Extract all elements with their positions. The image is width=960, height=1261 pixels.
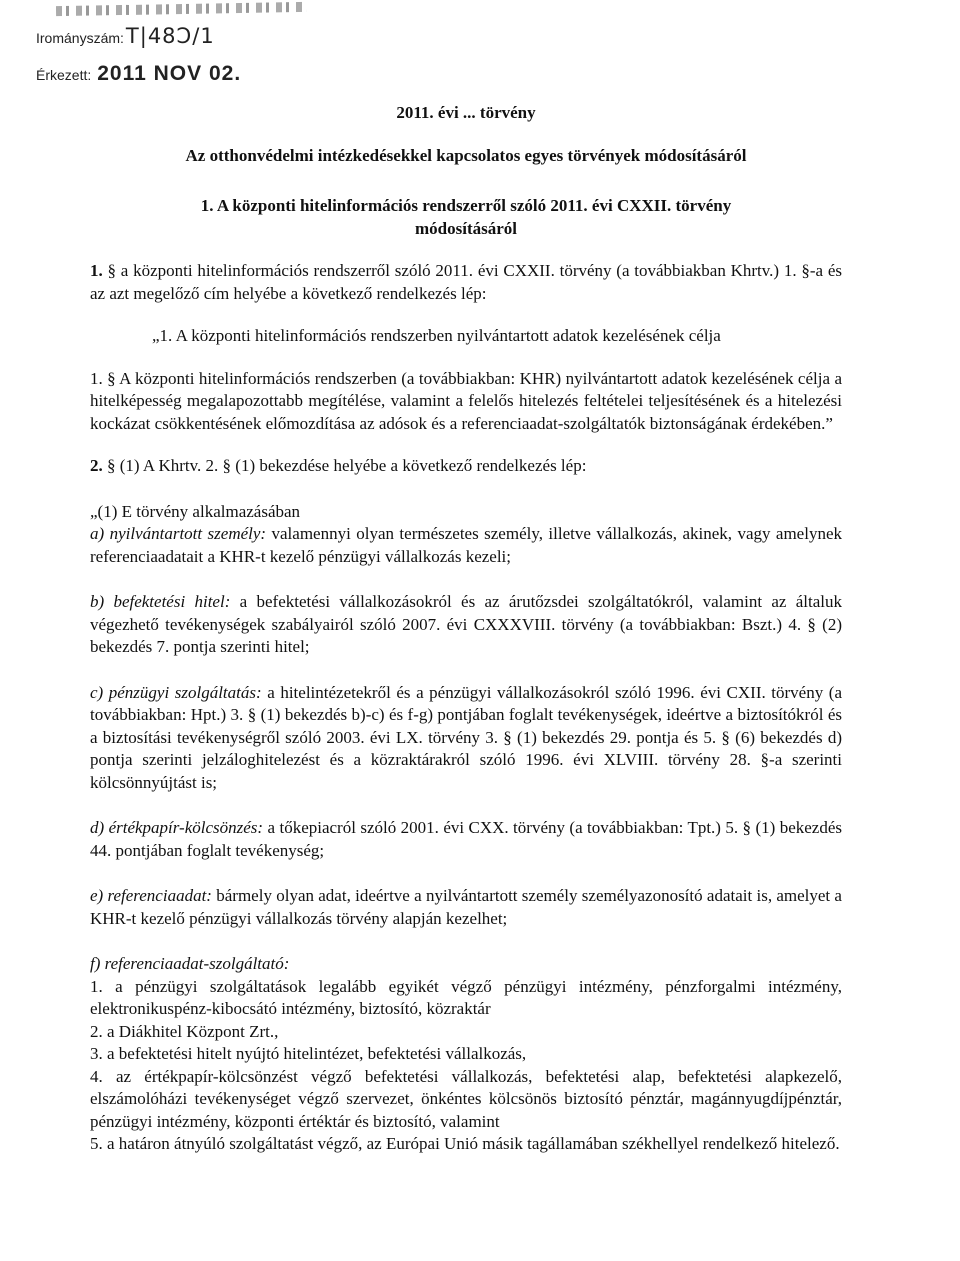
stamp-smudge: [56, 2, 306, 16]
registration-stamp: [36, 24, 296, 86]
section2-paragraph: [90, 455, 842, 478]
definition-c: [90, 682, 842, 795]
definition-f-item-2: 2. a Diákhitel Központ Zrt.,: [90, 1021, 279, 1041]
stamp-reg-label: Irományszám:: [36, 30, 124, 46]
chapter1-heading-line1: 1. A központi hitelinformációs rendszerről szóló 2011. évi CXXII. törvény: [200, 196, 732, 215]
stamp-reg-row: [36, 24, 296, 48]
definition-b-text: a befektetési vállalkozásokról és az árutőzsdei szolgáltatókról, valamint az általuk végezhető tevékenységek szabályairól szóló 2007. évi CXXXVIII. törvény (a továbbiakban: Bszt.) 4. § (2) bekezdés 7. pontja szerinti hitel;: [90, 592, 842, 656]
stamp-reg-value: T|48Ↄ/1: [125, 24, 215, 48]
definition-f-term-text: f) referenciaadat-szolgáltató:: [90, 954, 290, 973]
definition-b-term: b) befektetési hitel:: [90, 592, 231, 611]
definition-c-text: a hitelintézetekről és a pénzügyi vállalkozásokról szóló 1996. évi CXII. törvény (a továbbiakban: Hpt.) 3. § (1) bekezdés b)-c) és f-g) pontjában foglalt tevékenységek, ideértve a biztosítókról és a biztosítási tevékenységről szóló 2003. évi LX. törvény 3. § (1) bekezdés 29. pontja és 5. § (6) bekezdés d) pontja szerinti jelzáloghitelezést és a közraktárakról szóló 1996. évi XLVIII. törvény 28. §-a szerinti kölcsönnyújtást is;: [90, 682, 842, 792]
section1-quote-body: 1. § A központi hitelinformációs rendszerben (a továbbiakban: KHR) nyilvántartott adatok kezelésének célja a hitelképesség megalapozottabb megítélése, valamint a felelős hitelezés feltételei teljesítésének és a hitelezési kockázat csökkentésének előmozdítása az adósok és a referenciaadat-szolgáltatók biztonságának érdekében.”: [90, 368, 842, 433]
definitions-intro: „(1) E törvény alkalmazásában: [90, 501, 301, 521]
section2-number: 2.: [90, 456, 103, 475]
definition-f-item-3: 3. a befektetési hitelt nyújtó hitelintézet, befektetési vállalkozás,: [90, 1044, 527, 1063]
section2-text: § (1) A Khrtv. 2. § (1) bekezdése helyébe a következő rendelkezés lép:: [107, 456, 587, 475]
definition-f-item-4: 4. az értékpapír-kölcsönzést végző befektetési vállalkozás, befektetési alap, befektetési alapkezelő, elszámolóházi tevékenységet végző szervezet, önkéntes kölcsönös biztosító pénztár, magánnyugdíjpénztár, pénzügyi intézmény, központi értéktár és biztosító, valamint: [90, 1066, 842, 1131]
section1-number: 1.: [90, 261, 103, 280]
definition-f-term: [90, 953, 842, 976]
law-subtitle: Az otthonvédelmi intézkedésekkel kapcsolatos egyes törvények módosításáról: [185, 145, 747, 165]
definition-e-term: e) referenciaadat:: [90, 886, 212, 905]
definition-e-text: bármely olyan adat, ideértve a nyilvántartott személy személyazonosító adatait is, amelyet a KHR-t kezelő pénzügyi vállalkozás törvény alapján kezelhet;: [90, 886, 842, 928]
document-body: [90, 102, 842, 1156]
definition-e: [90, 885, 842, 930]
section1-paragraph: [90, 260, 842, 305]
definition-a-term: a) nyilvántartott személy:: [90, 524, 267, 543]
definition-a-text: valamennyi olyan természetes személy, illetve vállalkozás, akinek, vagy amelynek referenciaadatait a KHR-t kezelő pénzügyi vállalkozás kezeli;: [90, 524, 842, 566]
definition-d: [90, 817, 842, 862]
section1-quote-title: „1. A központi hitelinformációs rendszerben nyilvántartott adatok kezelésének célja: [152, 326, 721, 345]
chapter1-heading-line2: módosításáról: [415, 218, 517, 238]
stamp-date-row: [36, 62, 296, 86]
definition-c-term: c) pénzügyi szolgáltatás:: [90, 682, 262, 702]
law-title: 2011. évi ... törvény: [396, 103, 536, 122]
stamp-date-label: Érkezett:: [36, 67, 92, 83]
section1-text: § a központi hitelinformációs rendszerről szóló 2011. évi CXXII. törvény (a továbbiakban Khrtv.) 1. §-a és az azt megelőző cím helyébe a következő rendelkezés lép:: [90, 261, 843, 303]
definition-b: [90, 591, 842, 659]
stamp-date-value: 2011 NOV 02.: [97, 62, 242, 85]
definition-d-term: d) értékpapír-kölcsönzés:: [90, 818, 264, 837]
definition-f-item-5: 5. a határon átnyúló szolgáltatást végző, az Európai Unió másik tagállamában székhellyel rendelkező hitelező.: [90, 1134, 840, 1153]
definition-d-text: a tőkepiacról szóló 2001. évi CXX. törvény (a továbbiakban: Tpt.) 5. § (1) bekezdés 44. pontjában foglalt tevékenység;: [90, 818, 842, 860]
definition-f-item-1: 1. a pénzügyi szolgáltatások legalább egyikét végző pénzügyi intézmény, pénzforgalmi intézmény, elektronikuspénz-kibocsátó intézmény, biztosító, közraktár: [90, 976, 842, 1018]
definition-a: [90, 523, 842, 568]
